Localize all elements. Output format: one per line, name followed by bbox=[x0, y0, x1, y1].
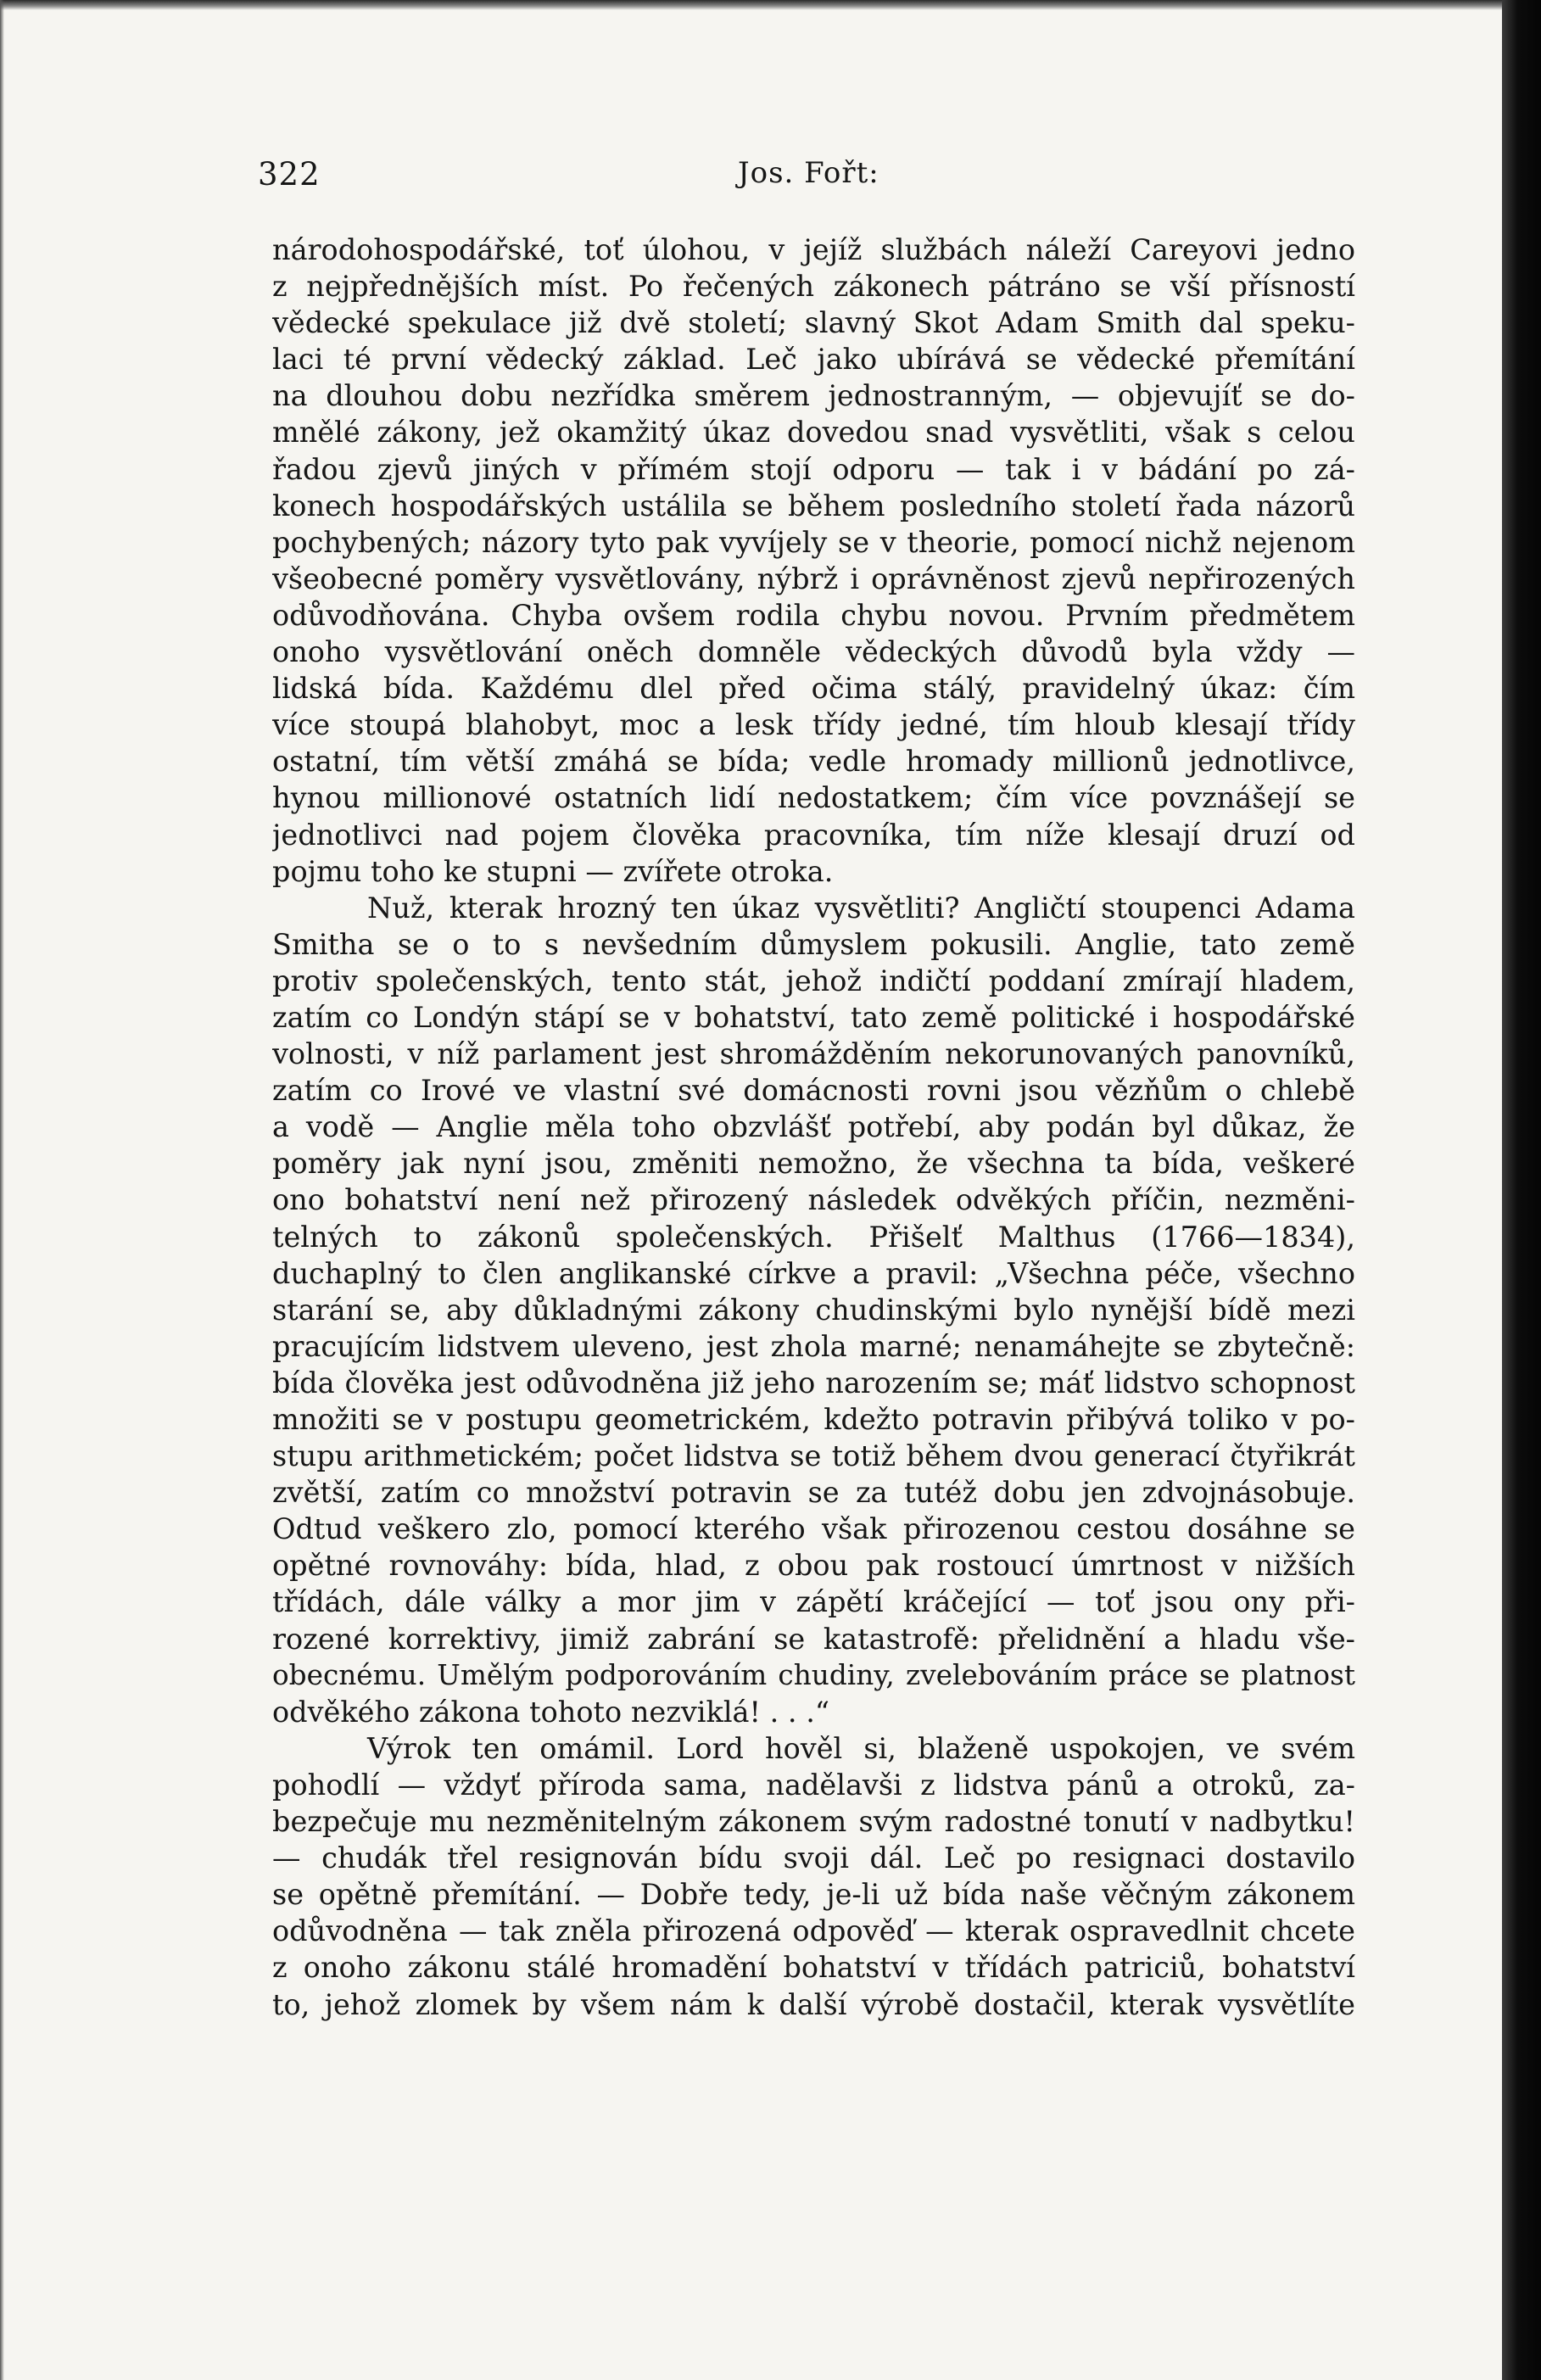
text-line: stupu arithmetickém; počet lidstva se totiž během dvou generací čtyřikrát bbox=[272, 1439, 1355, 1473]
text-line: z onoho zákonu stálé hromadění bohatství v třídách patriciů, bohatství bbox=[272, 1951, 1355, 1985]
text-line: Smitha se o to s nevšedním důmyslem pokusili. Anglie, tato země bbox=[272, 927, 1355, 961]
text-line: zvětší, zatím co množství potravin se za tutéž dobu jen zdvojnásobuje. bbox=[272, 1476, 1355, 1510]
text-line: — chudák třel resignován bídu svoji dál. Leč po resignaci dostavilo bbox=[272, 1841, 1355, 1875]
running-head: Jos. Fořt: bbox=[738, 156, 879, 190]
text-line: pochybených; názory tyto pak vyvíjely se v theorie, pomocí nichž nejenom bbox=[272, 525, 1355, 559]
scan-right-edge bbox=[1502, 0, 1541, 2380]
text-line: bída člověka jest odůvodněna již jeho narozením se; máť lidstvo schopnost bbox=[272, 1366, 1355, 1400]
text-line: odůvodněna — tak zněla přirozená odpověď — kterak ospravedlnit chcete bbox=[272, 1914, 1355, 1948]
text-line: volnosti, v níž parlament jest shromážděním nekorunovaných panovníků, bbox=[272, 1037, 1355, 1071]
text-line: vědecké spekulace již dvě století; slavný Skot Adam Smith dal speku- bbox=[272, 306, 1355, 340]
text-line: národohospodářské, toť úlohou, v jejíž službách náleží Careyovi jedno bbox=[272, 233, 1355, 266]
scan-top-edge bbox=[0, 0, 1510, 10]
text-line: pracujícím lidstvem uleveno, jest zhola marné; nenamáhejte se zbytečně: bbox=[272, 1329, 1355, 1363]
text-line: mnělé zákony, jež okamžitý úkaz dovedou snad vysvětliti, však s celou bbox=[272, 416, 1355, 450]
text-line: zatím co Irové ve vlastní své domácnosti rovni jsou vězňům o chlebě bbox=[272, 1074, 1355, 1108]
text-line: laci té první vědecký základ. Leč jako ubírává se vědecké přemítání bbox=[272, 343, 1355, 377]
text-line: všeobecné poměry vysvětlovány, nýbrž i oprávněnost zjevů nepřirozených bbox=[272, 561, 1355, 595]
text-line: telných to zákonů společenských. Přišelť Malthus (1766—1834), bbox=[272, 1220, 1355, 1254]
text-line: třídách, dále války a mor jim v zápětí kráčející — toť jsou ony při- bbox=[272, 1585, 1355, 1619]
text-line: onoho vysvětlování oněch domněle vědeckých důvodů byla vždy — bbox=[272, 635, 1355, 669]
text-line: se opětně přemítání. — Dobře tedy, je-li už bída naše věčným zákonem bbox=[272, 1878, 1355, 1912]
text-line: duchaplný to člen anglikanské církve a pravil: „Všechna péče, všechno bbox=[272, 1256, 1355, 1290]
scan-left-edge bbox=[0, 0, 4, 2380]
text-line: konech hospodářských ustálila se během posledního století řada názorů bbox=[272, 489, 1355, 522]
text-line: na dlouhou dobu nezřídka směrem jednostranným, — objevujíť se do- bbox=[272, 379, 1355, 413]
text-line: pohodlí — vždyť příroda sama, nadělavši z lidstva pánů a otroků, za- bbox=[272, 1768, 1355, 1802]
text-line: to, jehož zlomek by všem nám k další výrobě dostačil, kterak vysvětlíte bbox=[272, 1987, 1355, 2021]
text-line: hynou millionové ostatních lidí nedostatkem; čím více povznášejí se bbox=[272, 781, 1355, 815]
text-line: více stoupá blahobyt, moc a lesk třídy jedné, tím hloub klesají třídy bbox=[272, 708, 1355, 742]
text-line: protiv společenských, tento stát, jehož indičtí poddaní zmírají hladem, bbox=[272, 964, 1355, 997]
text-line: pojmu toho ke stupni — zvířete otroka. bbox=[272, 854, 834, 888]
text-line: bezpečuje mu nezměnitelným zákonem svým radostné tonutí v nadbytku! bbox=[272, 1805, 1355, 1839]
text-line: řadou zjevů jiných v přímém stojí odporu — tak i v bádání po zá- bbox=[272, 452, 1355, 486]
text-line: ono bohatství není než přirozený následek odvěkých příčin, nezměni- bbox=[272, 1183, 1355, 1217]
page-header bbox=[0, 156, 1502, 198]
text-line: poměry jak nyní jsou, změniti nemožno, že všechna ta bída, veškeré bbox=[272, 1147, 1355, 1181]
text-line: a vodě — Anglie měla toho obzvlášť potřebí, aby podán byl důkaz, že bbox=[272, 1110, 1355, 1144]
text-line: Odtud veškero zlo, pomocí kterého však přirozenou cestou dosáhne se bbox=[272, 1512, 1355, 1546]
text-line: rozené korrektivy, jimiž zabrání se katastrofě: přelidnění a hladu vše- bbox=[272, 1622, 1355, 1656]
text-line: zatím co Londýn stápí se v bohatství, tato země politické i hospodářské bbox=[272, 1000, 1355, 1034]
text-line: starání se, aby důkladnými zákony chudinskými bylo nynější bídě mezi bbox=[272, 1293, 1355, 1327]
text-line: Výrok ten omámil. Lord hověl si, blaženě uspokojen, ve svém bbox=[367, 1731, 1355, 1765]
text-line: z nejpřednějších míst. Po řečených zákonech pátráno se vší přísností bbox=[272, 270, 1355, 304]
text-line: opětné rovnováhy: bída, hlad, z obou pak rostoucí úmrtnost v nižších bbox=[272, 1549, 1355, 1583]
text-line: odvěkého zákona tohoto nezviklá! . . .“ bbox=[272, 1695, 829, 1729]
text-line: lidská bída. Každému dlel před očima stálý, pravidelný úkaz: čím bbox=[272, 672, 1355, 706]
text-line: odůvodňována. Chyba ovšem rodila chybu novou. Prvním předmětem bbox=[272, 598, 1355, 632]
text-line: množiti se v postupu geometrickém, kdežto potravin přibývá toliko v po- bbox=[272, 1403, 1355, 1436]
text-line: Nuž, kterak hrozný ten úkaz vysvětliti? Angličtí stoupenci Adama bbox=[367, 891, 1355, 925]
text-line: obecnému. Umělým podporováním chudiny, zvelebováním práce se platnost bbox=[272, 1658, 1355, 1691]
body-text bbox=[272, 232, 1355, 2023]
page-number: 322 bbox=[258, 156, 321, 193]
text-line: jednotlivci nad pojem člověka pracovníka, tím níže klesají druzí od bbox=[272, 818, 1355, 852]
text-line: ostatní, tím větší zmáhá se bída; vedle hromady millionů jednotlivce, bbox=[272, 745, 1355, 779]
